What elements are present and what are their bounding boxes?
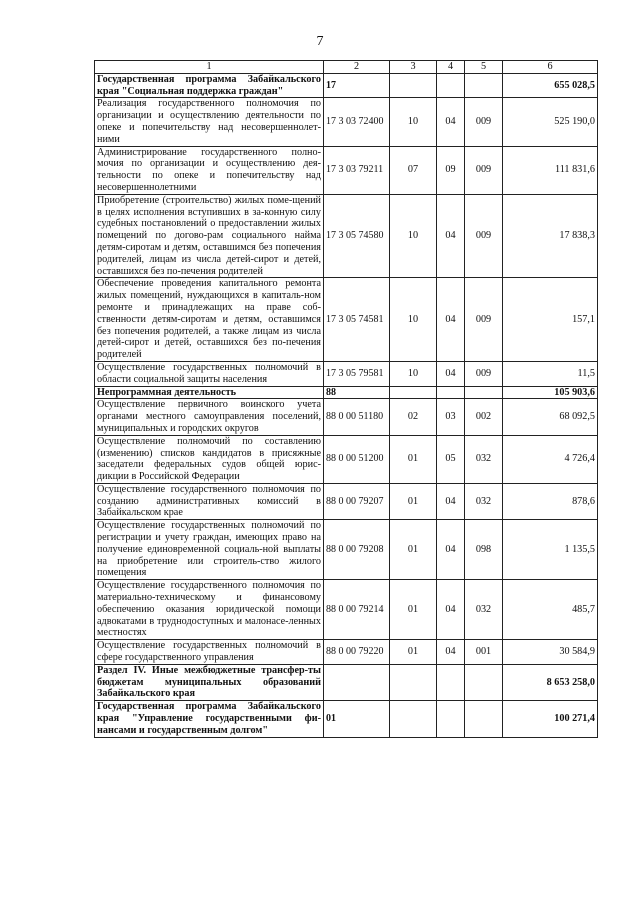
row-section-cell: 01 [390,640,437,665]
row-section-cell: 01 [390,580,437,640]
row-section-cell: 10 [390,98,437,146]
row-subsection-cell: 04 [437,483,465,519]
row-code-cell: 17 3 03 79211 [324,146,390,194]
table-row [95,435,598,483]
row-name-cell: Реализация государственного полномочия по организации и осуществлению деятельности по опеке и попечительству над несовершеннолет-ними [95,98,324,146]
table-row [95,483,598,519]
row-type-cell: 098 [465,520,503,580]
row-sum-cell: 11,5 [503,361,598,386]
row-section-cell: 02 [390,399,437,435]
row-type-cell: 032 [465,580,503,640]
row-subsection-cell: 04 [437,580,465,640]
page-number: 7 [316,34,324,49]
row-sum-cell: 105 903,6 [503,386,598,399]
row-sum-cell: 100 271,4 [503,701,598,737]
row-code-cell [324,664,390,700]
row-type-cell: 009 [465,146,503,194]
row-code-cell: 88 0 00 51180 [324,399,390,435]
row-subsection-cell [437,664,465,700]
row-code-cell: 17 3 05 74581 [324,278,390,362]
row-name-cell: Администрирование государственного полно-мочия по организации и осуществлению дея-тельности по опеке и попечительству над несовершеннолетними [95,146,324,194]
table-row [95,194,598,278]
row-name-cell: Обеспечение проведения капитального ремонта жилых помещений, нуждающихся в капиталь-ном ремонте и принадлежащих на праве соб-ственности детям-сиротам и детям, оставшимся без попечения родителей, а также лицам из числа детей-сирот и детей, оставшихся без по-печения родителей [95,278,324,362]
row-sum-cell: 525 190,0 [503,98,598,146]
row-type-cell: 002 [465,399,503,435]
row-code-cell: 88 0 00 79208 [324,520,390,580]
row-type-cell: 032 [465,483,503,519]
row-section-cell [390,73,437,98]
row-type-cell: 009 [465,194,503,278]
row-section-cell: 01 [390,520,437,580]
table-row [95,664,598,700]
header-cell: 6 [503,61,598,74]
table-row [95,98,598,146]
header-cell: 5 [465,61,503,74]
row-code-cell: 17 3 05 79581 [324,361,390,386]
row-name-cell: Раздел IV. Иные межбюджетные трансфер-ты бюджетам муниципальных образований Забайкальского края [95,664,324,700]
table-row [95,146,598,194]
row-type-cell [465,664,503,700]
row-subsection-cell: 04 [437,520,465,580]
row-code-cell: 01 [324,701,390,737]
row-subsection-cell: 09 [437,146,465,194]
row-section-cell: 01 [390,483,437,519]
row-type-cell [465,73,503,98]
row-subsection-cell: 04 [437,278,465,362]
row-sum-cell: 111 831,6 [503,146,598,194]
header-cell: 3 [390,61,437,74]
row-name-cell: Осуществление государственного полномочия по материально-техническому и финансовому обеспечению оказания юридической помощи адвокатами в труднодоступных и малонасе-ленных местностях [95,580,324,640]
row-code-cell: 88 0 00 79214 [324,580,390,640]
row-subsection-cell: 03 [437,399,465,435]
table-row [95,399,598,435]
table-row [95,361,598,386]
row-name-cell: Осуществление первичного воинского учета органами местного самоуправления поселений, муниципальных и городских округов [95,399,324,435]
row-subsection-cell: 05 [437,435,465,483]
row-name-cell: Осуществление государственных полномочий в области социальной защиты населения [95,361,324,386]
row-type-cell: 032 [465,435,503,483]
row-type-cell: 001 [465,640,503,665]
row-sum-cell: 17 838,3 [503,194,598,278]
row-sum-cell: 8 653 258,0 [503,664,598,700]
budget-table [94,60,598,738]
table-row [95,73,598,98]
row-code-cell: 88 0 00 51200 [324,435,390,483]
row-section-cell [390,386,437,399]
row-type-cell: 009 [465,361,503,386]
header-cell: 2 [324,61,390,74]
row-subsection-cell: 04 [437,640,465,665]
row-type-cell [465,386,503,399]
row-sum-cell: 4 726,4 [503,435,598,483]
row-sum-cell: 68 092,5 [503,399,598,435]
header-cell: 4 [437,61,465,74]
row-name-cell: Государственная программа Забайкальского края "Управление государственными фи-нансами и государственным долгом" [95,701,324,737]
row-type-cell [465,701,503,737]
row-code-cell: 88 0 00 79207 [324,483,390,519]
row-subsection-cell: 04 [437,98,465,146]
table-row [95,278,598,362]
row-code-cell: 17 [324,73,390,98]
row-code-cell: 88 0 00 79220 [324,640,390,665]
row-name-cell: Осуществление государственных полномочий в сфере государственного управления [95,640,324,665]
row-sum-cell: 1 135,5 [503,520,598,580]
row-type-cell: 009 [465,278,503,362]
row-sum-cell: 878,6 [503,483,598,519]
row-code-cell: 88 [324,386,390,399]
row-subsection-cell [437,701,465,737]
header-cell: 1 [95,61,324,74]
row-type-cell: 009 [465,98,503,146]
row-name-cell: Осуществление государственного полномочия по созданию административных комиссий в Забайкальском крае [95,483,324,519]
row-section-cell: 10 [390,361,437,386]
row-sum-cell: 30 584,9 [503,640,598,665]
row-sum-cell: 655 028,5 [503,73,598,98]
row-name-cell: Осуществление государственных полномочий по регистрации и учету граждан, имеющих право на получение единовременной социаль-ной выплаты на приобретение или строитель-ство жилого помещения [95,520,324,580]
row-code-cell: 17 3 05 74580 [324,194,390,278]
row-subsection-cell: 04 [437,194,465,278]
row-subsection-cell [437,386,465,399]
table-row [95,520,598,580]
row-name-cell: Государственная программа Забайкальского края "Социальная поддержка граждан" [95,73,324,98]
row-section-cell [390,664,437,700]
table-row [95,640,598,665]
row-section-cell: 10 [390,278,437,362]
row-section-cell: 01 [390,435,437,483]
table-row [95,580,598,640]
row-name-cell: Осуществление полномочий по составлению (изменению) списков кандидатов в присяжные заседатели федеральных судов общей юрис-дикции в Российской Федерации [95,435,324,483]
row-code-cell: 17 3 03 72400 [324,98,390,146]
row-section-cell: 10 [390,194,437,278]
row-name-cell: Непрограммная деятельность [95,386,324,399]
row-sum-cell: 157,1 [503,278,598,362]
row-name-cell: Приобретение (строительство) жилых поме-щений в целях исполнения вступивших в за-конную силу судебных постановлений о предоставлении жилых помещений по догово-рам социального найма детям-сиротам и детям, оставшимся без попечения родителей, лицам из числа детей-сирот и детей, оставшихся без по-печения родителей [95,194,324,278]
row-sum-cell: 485,7 [503,580,598,640]
table-row [95,386,598,399]
row-subsection-cell [437,73,465,98]
table-row [95,701,598,737]
row-subsection-cell: 04 [437,361,465,386]
row-section-cell: 07 [390,146,437,194]
table-header-row [95,61,598,74]
row-section-cell [390,701,437,737]
